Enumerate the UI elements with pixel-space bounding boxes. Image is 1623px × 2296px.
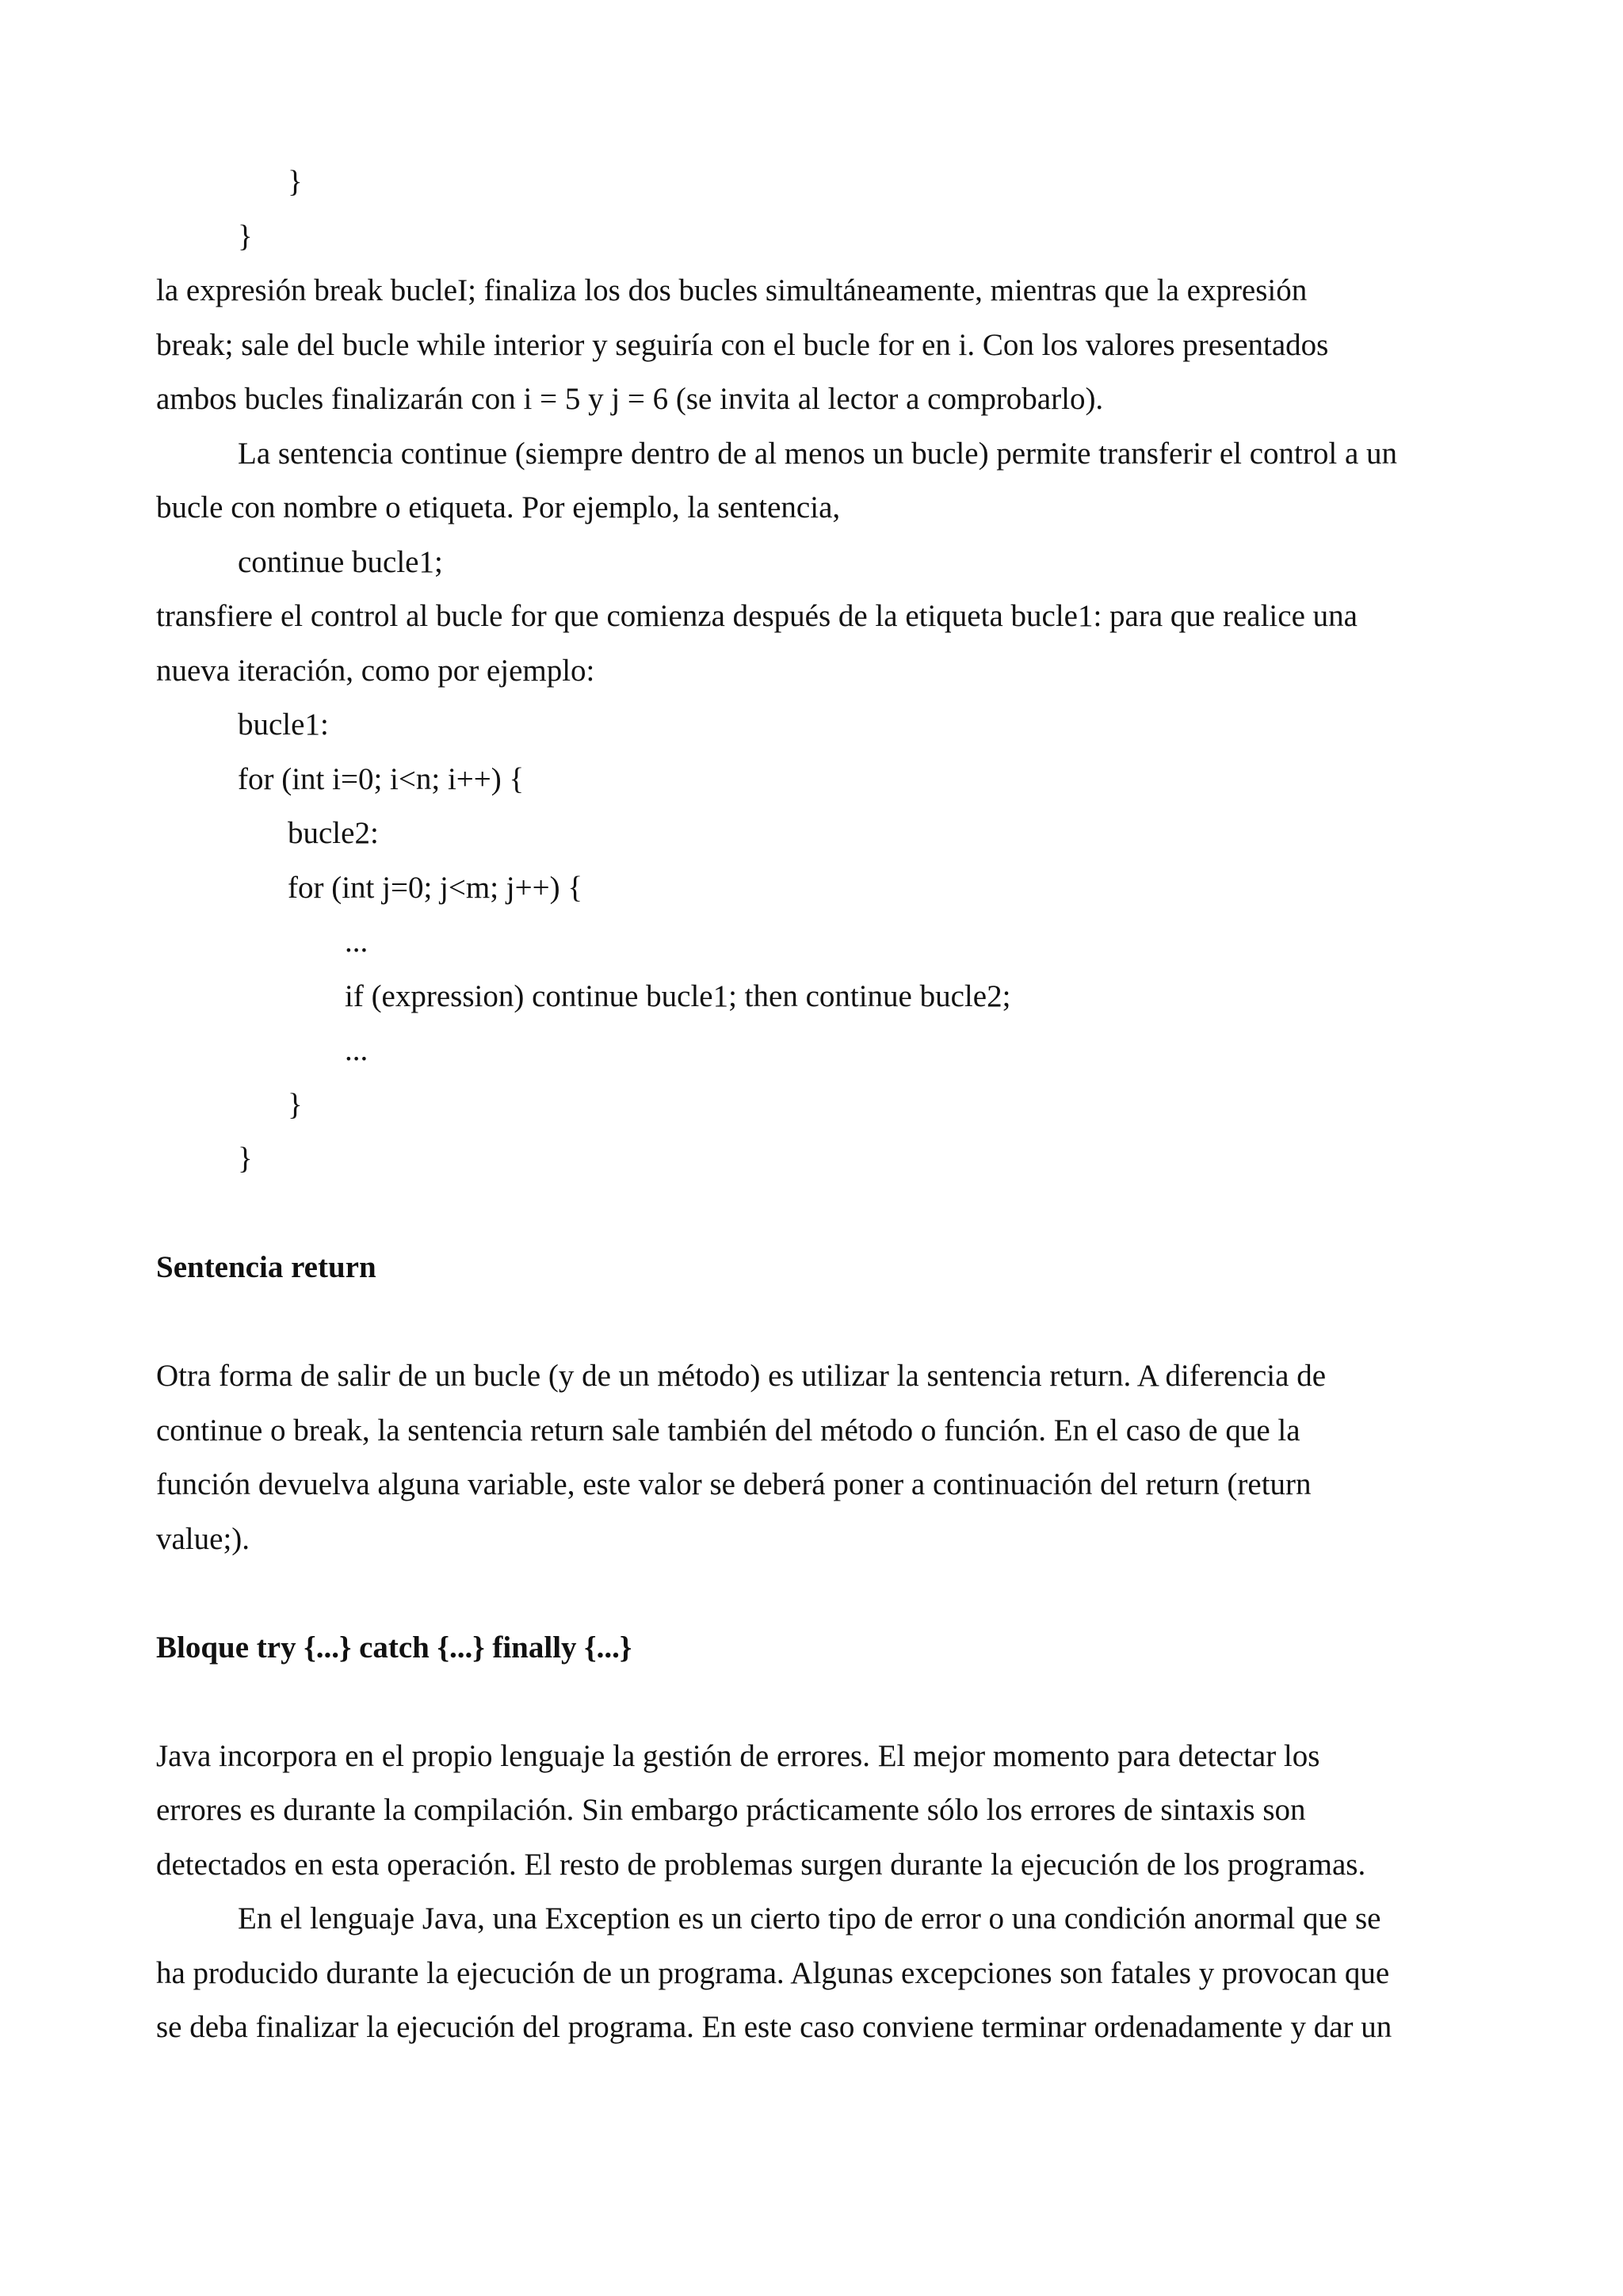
paragraph-line: detectados en esta operación. El resto de problemas surgen durante la ejecución de los programas.: [156, 1847, 1366, 1882]
paragraph-line: Java incorpora en el propio lenguaje la gestión de errores. El mejor momento para detectar los: [156, 1738, 1320, 1773]
spacer: [156, 1675, 1487, 1730]
paragraph-line: la expresión break bucleI; finaliza los dos bucles simultáneamente, mientras que la expresión: [156, 273, 1308, 307]
code-line: ...: [345, 925, 369, 959]
paragraph-line: Otra forma de salir de un bucle (y de un método) es utilizar la sentencia return. A diferencia de: [156, 1359, 1327, 1393]
spacer: [156, 1566, 1487, 1621]
paragraph-line: continue o break, la sentencia return sale también del método o función. En el caso de que la: [156, 1413, 1300, 1447]
paragraph-line: break; sale del bucle while interior y seguiría con el bucle for en i. Con los valores presentados: [156, 327, 1329, 362]
spacer: [156, 1295, 1487, 1350]
code-line: for (int i=0; i<n; i++) {: [238, 761, 525, 796]
paragraph-line: se deba finalizar la ejecución del programa. En este caso conviene terminar ordenadamente y dar un: [156, 2010, 1392, 2044]
section-heading-return: Sentencia return: [156, 1250, 376, 1284]
paragraph-line: ha producido durante la ejecución de un programa. Algunas excepciones son fatales y provocan que: [156, 1955, 1390, 1990]
code-line: if (expression) continue bucle1; then continue bucle2;: [345, 978, 1011, 1013]
paragraph-line: función devuelva alguna variable, este valor se deberá poner a continuación del return (return: [156, 1467, 1312, 1501]
code-close-brace-outer: }: [238, 219, 253, 254]
paragraph-line: errores es durante la compilación. Sin embargo prácticamente sólo los errores de sintaxis son: [156, 1793, 1306, 1827]
code-line: }: [238, 1142, 253, 1176]
paragraph-line: transfiere el control al bucle for que comienza después de la etiqueta bucle1: para que realice una: [156, 599, 1358, 633]
code-line: ...: [345, 1033, 369, 1067]
spacer: [156, 1187, 1487, 1241]
document-page: [156, 155, 1487, 2055]
code-line: for (int j=0; j<m; j++) {: [288, 870, 583, 905]
paragraph-line: La sentencia continue (siempre dentro de al menos un bucle) permite transferir el control a un: [238, 436, 1398, 471]
code-line: bucle2:: [288, 816, 379, 850]
paragraph-line: value;).: [156, 1521, 250, 1556]
paragraph-line: ambos bucles finalizarán con i = 5 y j = 6 (se invita al lector a comprobarlo).: [156, 382, 1104, 416]
paragraph-line: nueva iteración, como por ejemplo:: [156, 653, 595, 688]
section-heading-try-catch: Bloque try {...} catch {...} finally {...}: [156, 1630, 632, 1665]
code-line: }: [288, 1087, 303, 1122]
code-line: bucle1:: [238, 707, 329, 742]
code-close-brace-inner: }: [288, 165, 303, 199]
paragraph-line: En el lenguaje Java, una Exception es un cierto tipo de error o una condición anormal que se: [238, 1901, 1381, 1936]
paragraph-line: bucle con nombre o etiqueta. Por ejemplo, la sentencia,: [156, 490, 841, 524]
code-line: continue bucle1;: [238, 544, 443, 579]
